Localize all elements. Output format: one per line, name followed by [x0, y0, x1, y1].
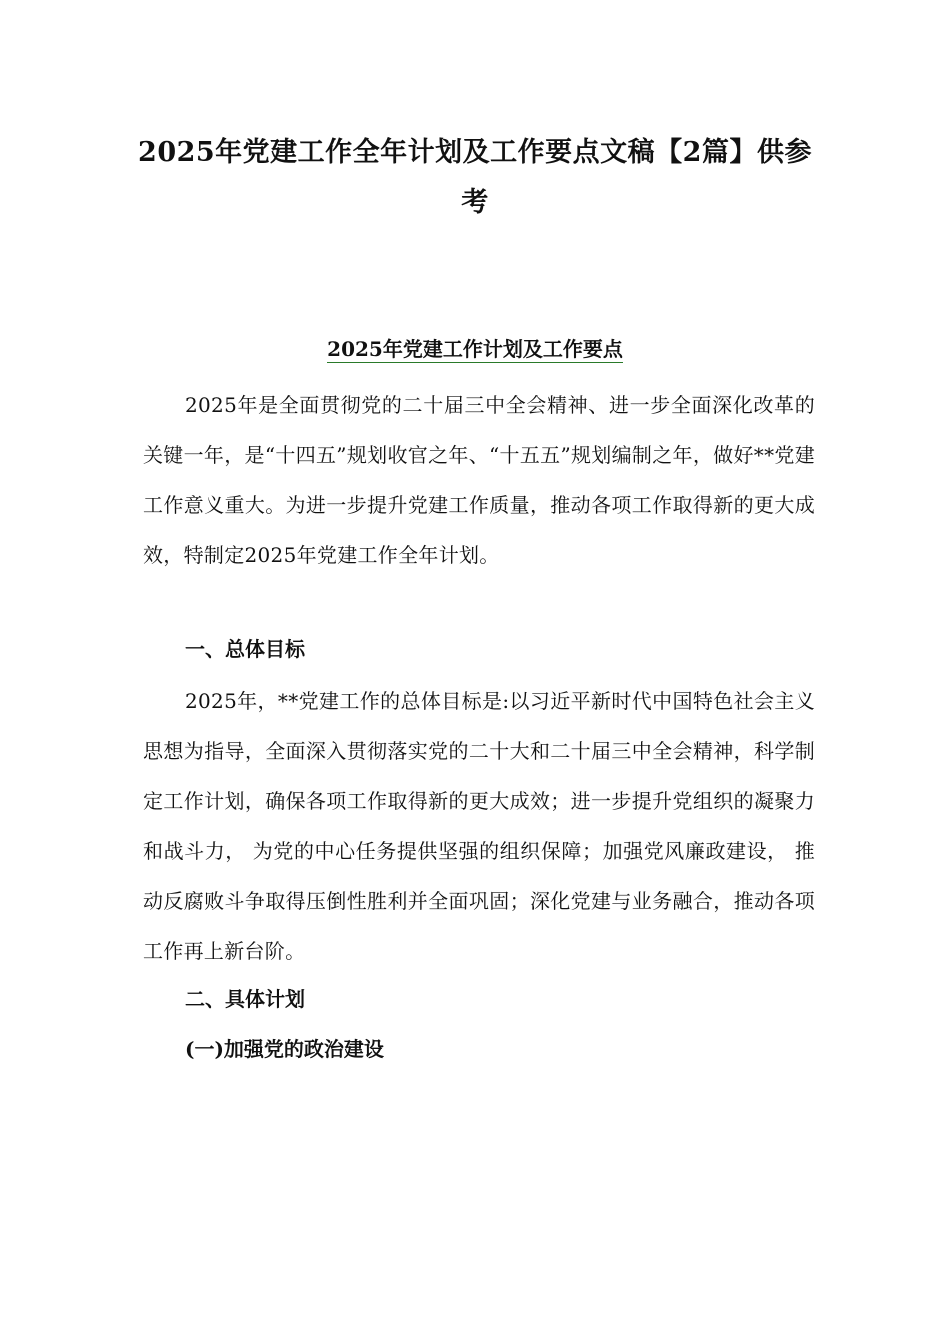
section-title-text: 2025年党建工作计划及工作要点	[327, 337, 623, 361]
heading-overall-goal: 一、总体目标	[185, 637, 305, 661]
intro-paragraph: 2025年是全面贯彻党的二十届三中全会精神、进一步全面深化改革的关键一年，是“十四五”规划收官之年、“十五五”规划编制之年，做好**党建工作意义重大。为进一步提升党建工作质量，推动各项工作取得新的更大成效，特制定2025年党建工作全年计划。	[143, 393, 815, 567]
section-title	[140, 334, 810, 364]
heading-political-construction: (一)加强党的政治建设	[185, 1037, 384, 1061]
heading-specific-plan: 二、具体计划	[185, 987, 305, 1011]
document-title: 2025年党建工作全年计划及工作要点文稿【2篇】供参考	[138, 137, 812, 218]
goal-paragraph: 2025年，**党建工作的总体目标是:以习近平新时代中国特色社会主义思想为指导，全面深入贯彻落实党的二十大和二十届三中全会精神，科学制定工作计划，确保各项工作取得新的更大成效；进一步提升党组织的凝聚力和战斗力， 为党的中心任务提供坚强的组织保障；加强党风廉政建设， 推动反腐败斗争取得压倒性胜利并全面巩固；深化党建与业务融合，推动各项工作再上新台阶。	[143, 689, 815, 963]
